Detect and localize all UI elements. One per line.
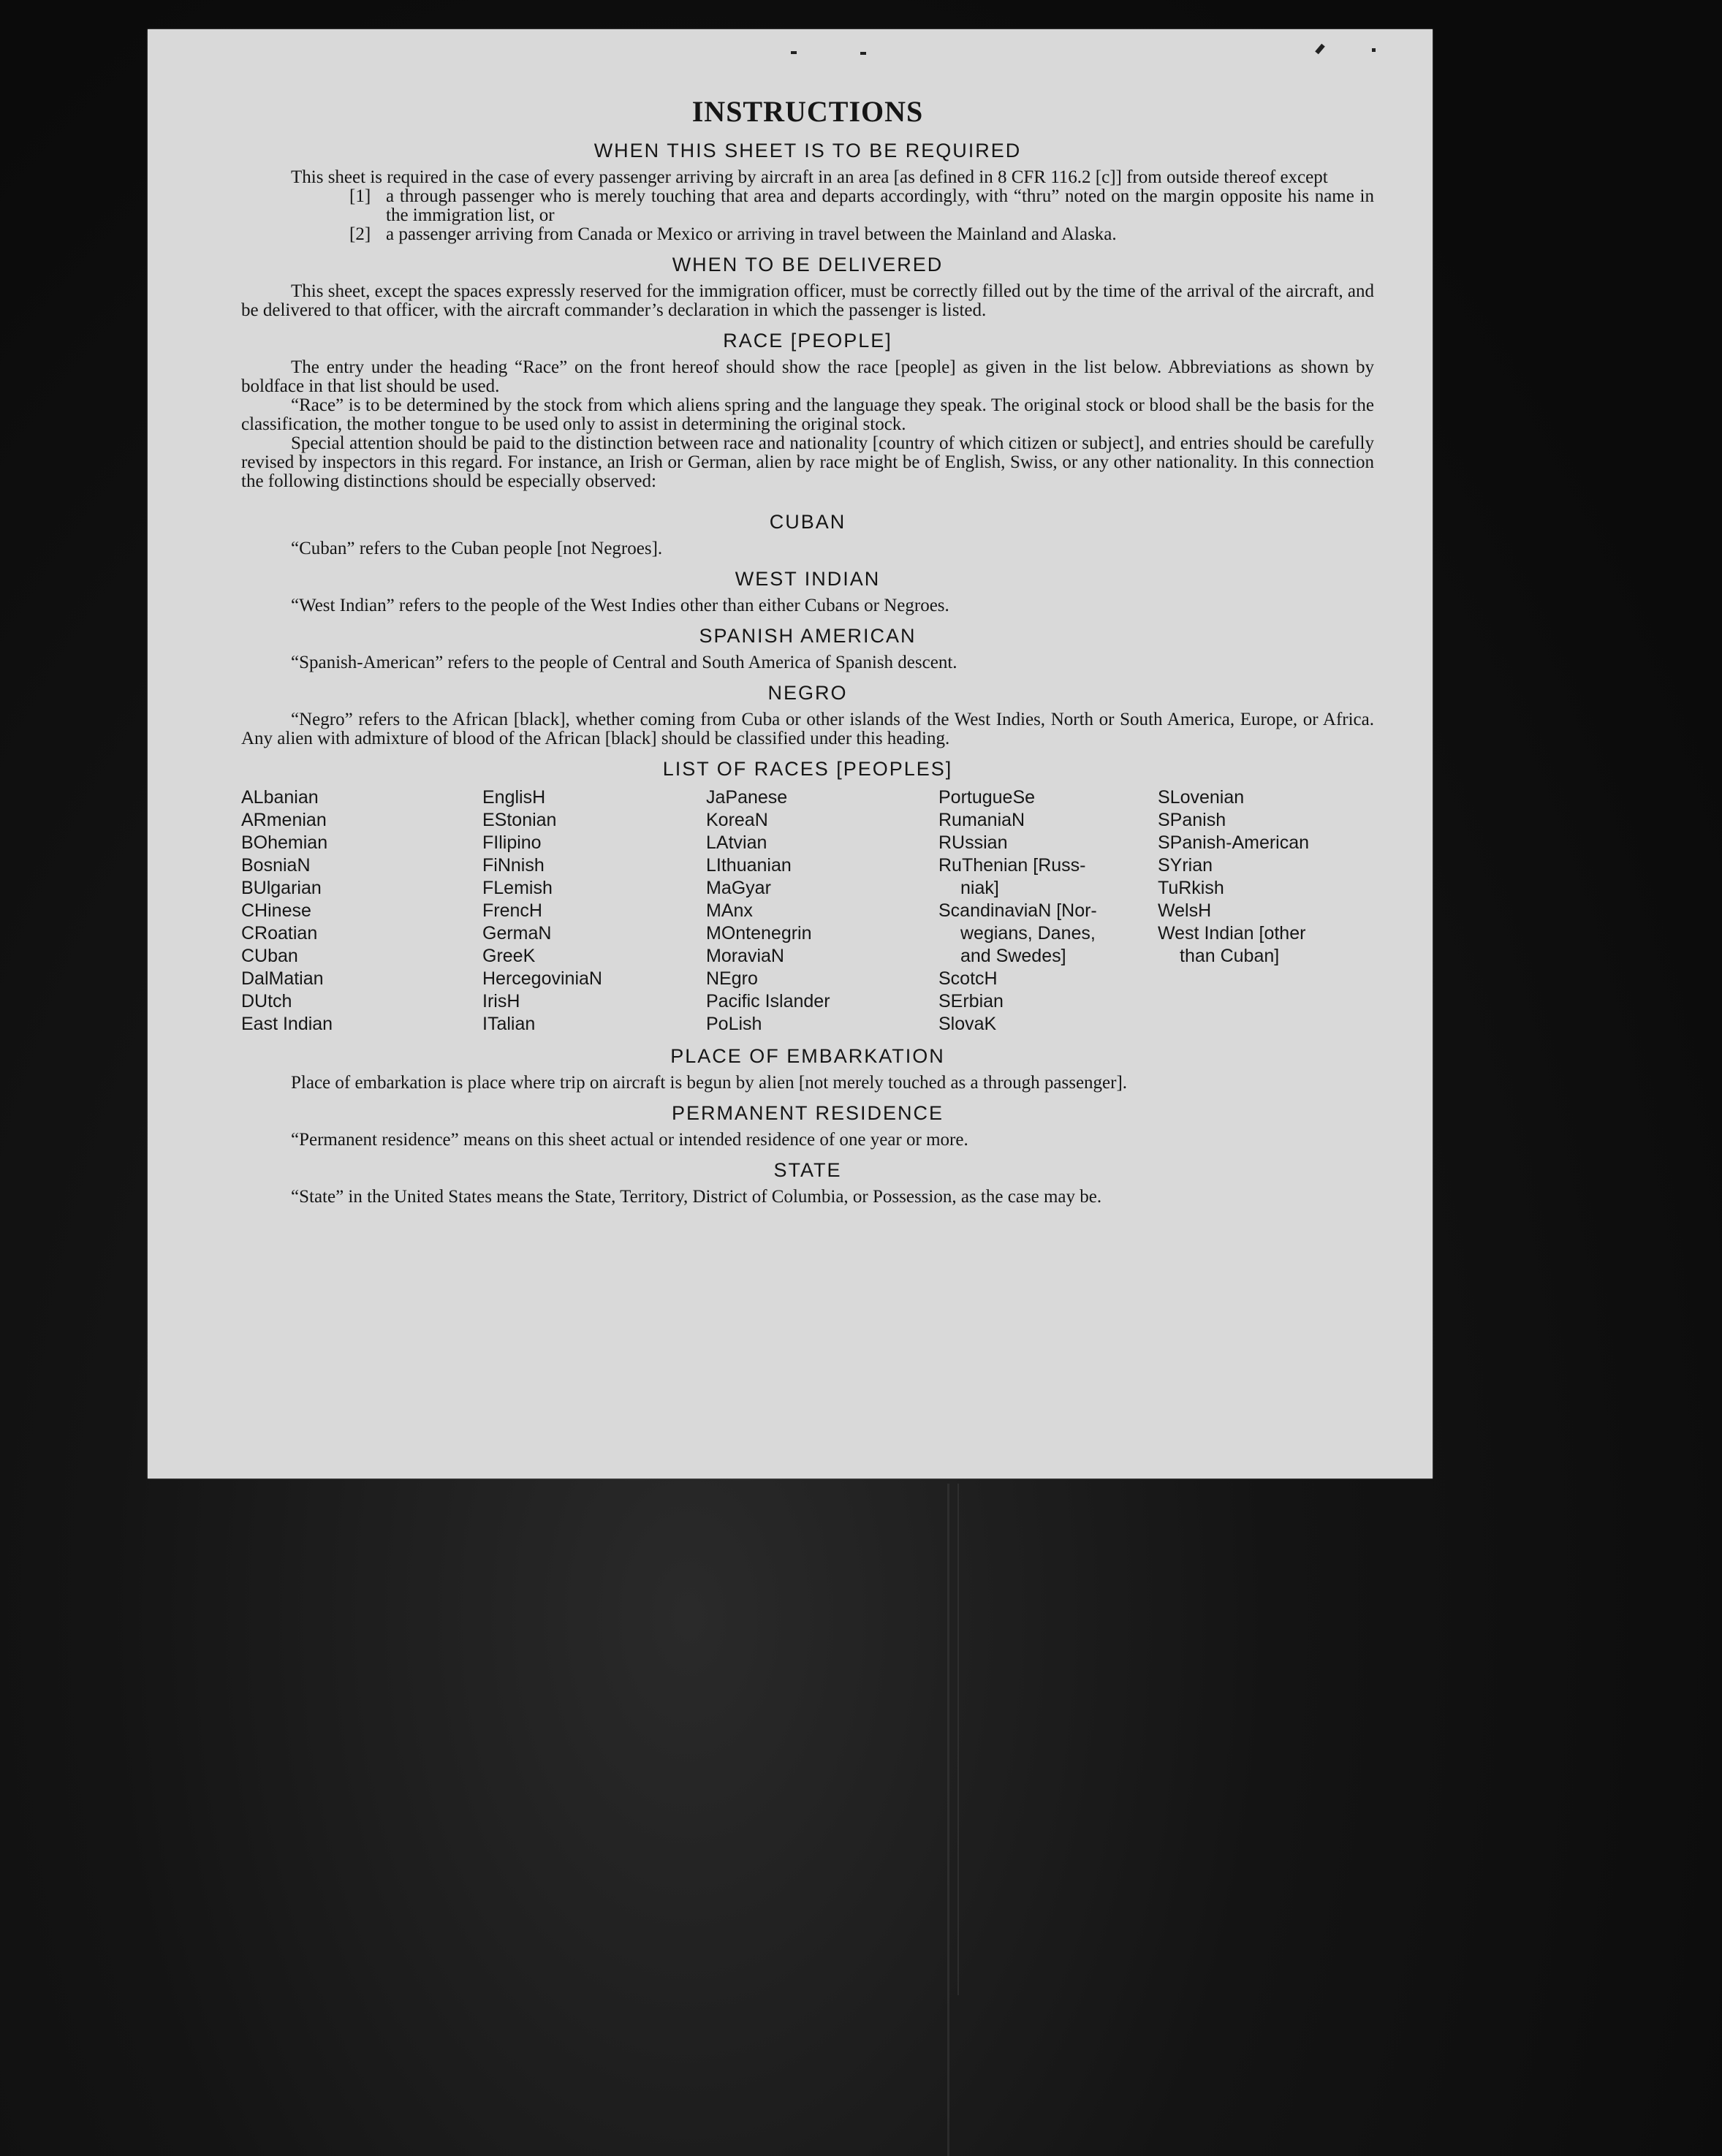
- race-item: NEgro: [706, 968, 758, 989]
- race-item: MoraviaN: [706, 946, 784, 966]
- race-item: ARmenian: [241, 810, 327, 830]
- race-item: RuThenian [Russ-: [938, 855, 1086, 876]
- heading-state: STATE: [773, 1159, 842, 1181]
- west-indian-text: “West Indian” refers to the people of the West Indies other than either Cubans or Negroes.: [291, 596, 949, 615]
- race-item: RUssian: [938, 832, 1008, 853]
- state-text: “State” in the United States means the State, Territory, District of Columbia, or Possession, as the case may be.: [291, 1187, 1102, 1207]
- race-item-continued: wegians, Danes,: [960, 923, 1096, 944]
- item-text: a passenger arriving from Canada or Mexico or arriving in travel between the Mainland and Alaska.: [386, 224, 1117, 244]
- race-item: SErbian: [938, 991, 1004, 1011]
- race-text-3: Special attention should be paid to the distinction between race and nationality [country of which citizen or subject], and entries should be carefully revised by inspectors in this regard. For instance, an Irish or German, alien by race might be of English, Swiss, or any other nationality. In this connection the following distinctions should be especially observed:: [241, 433, 1374, 491]
- race-item: FIlipino: [482, 832, 542, 853]
- race-item: GreeK: [482, 946, 536, 966]
- heading-embarkation: PLACE OF EMBARKATION: [670, 1045, 945, 1067]
- race-item: PoLish: [706, 1014, 762, 1034]
- sheet-content: [241, 94, 1374, 1207]
- race-column-2: [482, 786, 706, 1036]
- race-item: FLemish: [482, 878, 553, 898]
- race-item: DUtch: [241, 991, 292, 1011]
- race-item: RumaniaN: [938, 810, 1025, 830]
- film-scratch: [947, 1484, 949, 2156]
- race-item: MAnx: [706, 900, 753, 921]
- page-title: INSTRUCTIONS: [691, 95, 924, 128]
- race-item: GermaN: [482, 923, 552, 944]
- required-text: This sheet is required in the case of every passenger arriving by aircraft in an area [as defined in 8 CFR 116.2 [c]] from outside thereof except: [291, 167, 1328, 187]
- race-column-3: [706, 786, 938, 1036]
- race-item: ScandinaviaN [Nor-: [938, 900, 1097, 921]
- race-item: TuRkish: [1158, 878, 1224, 898]
- race-item: West Indian [other: [1158, 923, 1306, 944]
- negro-text: “Negro” refers to the African [black], whether coming from Cuba or other islands of the West Indies, North or South America, Europe, or Africa. Any alien with admixture of blood of the African [black] should be classified under this heading.: [241, 710, 1374, 748]
- race-text-1: The entry under the heading “Race” on the front hereof should show the race [people] as given in the list below. Abbreviations as shown by boldface in that list should be used.: [241, 357, 1374, 396]
- race-item: CUban: [241, 946, 298, 966]
- item-number: [1]: [349, 186, 371, 206]
- race-item: Pacific Islander: [706, 991, 830, 1011]
- heading-list-of-races: LIST OF RACES [PEOPLES]: [662, 758, 953, 780]
- heading-race: RACE [PEOPLE]: [723, 330, 892, 352]
- race-item-continued: and Swedes]: [960, 946, 1066, 966]
- embarkation-text: Place of embarkation is place where trip on aircraft is begun by alien [not merely touched as a through passenger].: [291, 1073, 1128, 1093]
- speck: [791, 51, 797, 54]
- race-item: SPanish-American: [1158, 832, 1310, 853]
- race-column-1: [241, 786, 482, 1036]
- race-item: BUlgarian: [241, 878, 322, 898]
- race-column-5: [1158, 786, 1374, 1036]
- race-item: ALbanian: [241, 787, 319, 808]
- race-item: JaPanese: [706, 787, 788, 808]
- race-item: MOntenegrin: [706, 923, 812, 944]
- race-item: DalMatian: [241, 968, 324, 989]
- race-item: EnglisH: [482, 787, 546, 808]
- race-item: CHinese: [241, 900, 311, 921]
- race-item: SYrian: [1158, 855, 1213, 876]
- heading-cuban: CUBAN: [769, 511, 846, 533]
- race-item: PortugueSe: [938, 787, 1036, 808]
- race-item: BosniaN: [241, 855, 311, 876]
- instruction-sheet: [148, 29, 1433, 1479]
- race-item: WelsH: [1158, 900, 1212, 921]
- spanish-american-text: “Spanish-American” refers to the people of Central and South America of Spanish descent.: [291, 653, 957, 672]
- race-item: MaGyar: [706, 878, 771, 898]
- race-item: IrisH: [482, 991, 520, 1011]
- delivered-text: This sheet, except the spaces expressly reserved for the immigration officer, must be correctly filled out by the time of the arrival of the aircraft, and be delivered to that officer, with the aircraft commander’s declaration in which the passenger is listed.: [241, 281, 1374, 320]
- cuban-text: “Cuban” refers to the Cuban people [not Negroes].: [291, 539, 663, 558]
- race-list: [241, 786, 1374, 1036]
- permanent-residence-text: “Permanent residence” means on this sheet actual or intended residence of one year or more.: [291, 1130, 968, 1150]
- race-item: KoreaN: [706, 810, 768, 830]
- race-item: LAtvian: [706, 832, 767, 853]
- speck: [860, 52, 866, 55]
- speck: [1372, 48, 1376, 52]
- race-item: CRoatian: [241, 923, 318, 944]
- heading-west-indian: WEST INDIAN: [735, 568, 881, 590]
- heading-negro: NEGRO: [767, 682, 848, 704]
- heading-permanent-residence: PERMANENT RESIDENCE: [671, 1102, 944, 1124]
- race-text-2: “Race” is to be determined by the stock from which aliens spring and the language they speak. The original stock or blood shall be the basis for the classification, the mother tongue to be used only to assist in determining the original stock.: [241, 395, 1374, 434]
- heading-delivered: WHEN TO BE DELIVERED: [672, 254, 944, 276]
- race-item: EStonian: [482, 810, 557, 830]
- race-item: East Indian: [241, 1014, 333, 1034]
- speck: [1315, 44, 1325, 55]
- race-item: SlovaK: [938, 1014, 997, 1034]
- race-item: BOhemian: [241, 832, 328, 853]
- heading-required: WHEN THIS SHEET IS TO BE REQUIRED: [593, 140, 1022, 162]
- item-text: a through passenger who is merely touching that area and departs accordingly, with “thru” noted on the margin opposite his name in the immigration list, or: [386, 186, 1374, 225]
- exception-item-1: [349, 187, 1374, 225]
- race-item: SPanish: [1158, 810, 1226, 830]
- race-column-4: [938, 786, 1158, 1036]
- race-item: ScotcH: [938, 968, 998, 989]
- race-item: LIthuanian: [706, 855, 792, 876]
- heading-spanish-american: SPANISH AMERICAN: [699, 625, 917, 647]
- film-scratch: [957, 1484, 959, 1995]
- race-item-continued: than Cuban]: [1180, 946, 1280, 966]
- race-item: FiNnish: [482, 855, 545, 876]
- exception-item-2: [349, 225, 1374, 244]
- race-item: ITalian: [482, 1014, 536, 1034]
- race-item: SLovenian: [1158, 787, 1245, 808]
- race-item: HercegoviniaN: [482, 968, 602, 989]
- race-item: FrencH: [482, 900, 542, 921]
- item-number: [2]: [349, 224, 371, 244]
- race-item-continued: niak]: [960, 878, 999, 898]
